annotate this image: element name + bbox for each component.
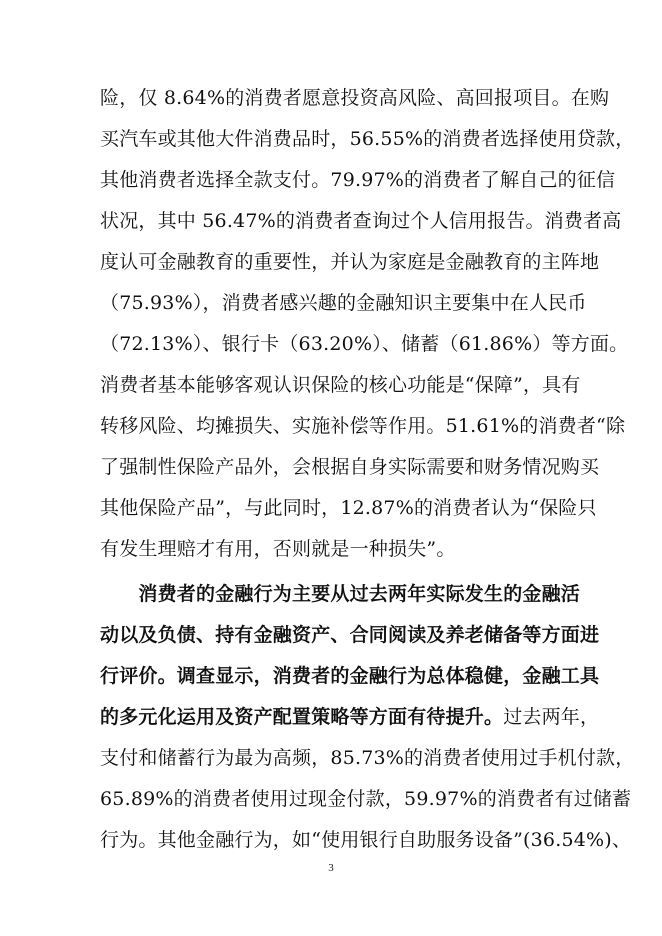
body-text-line: 了强制性保险产品外，会根据自身实际需要和财务情况购买 (100, 456, 600, 478)
page-number: 3 (328, 862, 334, 874)
body-text-line: 其他消费者选择全款支付。79.97%的消费者了解自己的征信 (100, 169, 616, 191)
bold-summary-line: 行评价。调查显示，消费者的金融行为总体稳健，金融工具 (100, 665, 600, 687)
bold-summary-segment: 的多元化运用及资产配置策略等方面有待提升。 (100, 706, 504, 728)
body-text-segment: 过去两年， (503, 706, 600, 728)
body-text-line: 其他保险产品”，与此同时，12.87%的消费者认为“保险只 (100, 497, 597, 519)
mixed-text-line (100, 705, 600, 729)
body-text-line: （75.93%），消费者感兴趣的金融知识主要集中在人民币 (100, 292, 587, 314)
bold-summary-line: 消费者的金融行为主要从过去两年实际发生的金融活 (100, 583, 581, 605)
bold-summary-line: 动以及负债、持有金融资产、合同阅读及养老储备等方面进 (100, 624, 600, 646)
body-text-line: 支付和储蓄行为最为高频，85.73%的消费者使用过手机付款， (100, 747, 635, 769)
body-text-line: 险，仅 8.64%的消费者愿意投资高风险、高回报项目。在购 (100, 87, 610, 109)
body-text-line: 买汽车或其他大件消费品时，56.55%的消费者选择使用贷款， (100, 128, 635, 150)
body-text-line: 状况，其中 56.47%的消费者查询过个人信用报告。消费者高 (100, 210, 622, 232)
body-text-line: 65.89%的消费者使用过现金付款，59.97%的消费者有过储蓄 (100, 788, 632, 810)
body-text-line: 有发生理赔才有用，否则就是一种损失”。 (100, 538, 456, 560)
body-text-line: 行为。其他金融行为，如“使用银行自助服务设备”(36.54%)、 (100, 829, 632, 851)
body-text-line: 度认可金融教育的重要性，并认为家庭是金融教育的主阵地 (100, 251, 600, 273)
body-text-line: 消费者基本能够客观认识保险的核心功能是“保障”，具有 (100, 374, 581, 396)
body-text-line: 转移风险、均摊损失、实施补偿等作用。51.61%的消费者“除 (100, 415, 626, 437)
body-text-line: （72.13%）、银行卡（63.20%）、储蓄（61.86%）等方面。 (100, 333, 629, 355)
